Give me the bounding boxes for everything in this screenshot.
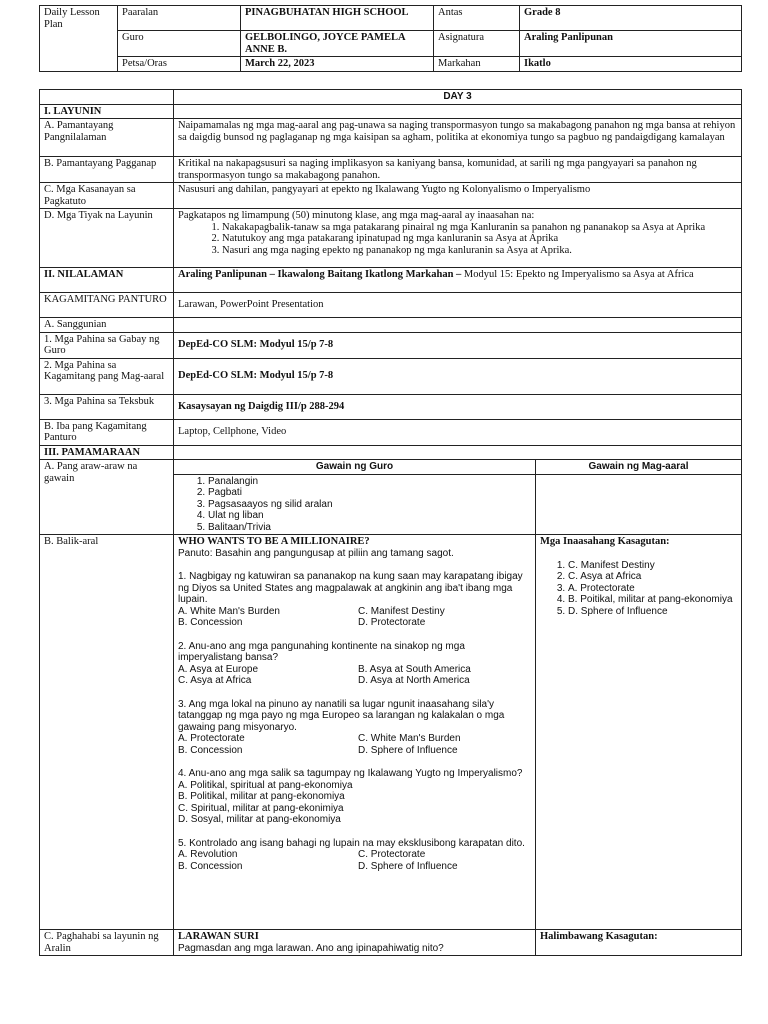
kagamitan-label: KAGAMITANG PANTURO [40,293,174,318]
routine-item: 4. Ulat ng liban [208,510,531,522]
kasanayan-label: C. Mga Kasanayan sa Pagkatuto [40,183,174,209]
answer-item: 4. B. Poitikal, militar at pang-ekonomiya [568,594,737,606]
nilalaman-text [174,268,742,293]
choice: B. Concession [178,744,243,756]
tiyak-intro: Pagkatapos ng limampung (50) minutong klase, ang mga mag-aaral ay inaasahan na: [178,210,535,221]
answer-item: 3. A. Protectorate [568,583,737,595]
kasanayan-text: Nasusuri ang dahilan, pangyayari at epekto ng Ikalawang Yugto ng Kolonyalismo o Imperyalismo [174,183,742,209]
subject-value: Araling Panlipunan [520,31,742,57]
pamantayang-pangnilalaman-text: Naipamamalas ng mga mag-aaral ang pag-unawa sa naging transpormasyon tungo sa makabagong panahon ng mga bansa at rehiyon sa daigdig bunsod ng paglaganap ng mga kaisipan sa agham, politika at ekonomiya tungo sa pagbuo ng pandaigdigang kamalayan [174,119,742,157]
tiyak-na-layunin-label: D. Mga Tiyak na Layunin [40,209,174,268]
choice: C. Protectorate [358,849,426,860]
teksbuk-text: Kasaysayan ng Daigdig III/p 288-294 [174,394,742,419]
nilalaman-label: II. NILALAMAN [40,268,174,293]
nilalaman-rest: Modyul 15: Epekto ng Imperyalismo sa Asya at Africa [461,269,694,280]
gawain-guro-header: Gawain ng Guro [174,460,536,475]
tiyak-list [178,222,737,257]
routine-item: 1. Panalangin [208,476,531,488]
date-value: March 22, 2023 [241,57,434,72]
answer-item: 1. C. Manifest Destiny [568,560,737,572]
question-text: 5. Kontrolado ang isang bahagi ng lupain na may eksklusibong karapatan dito. [178,837,525,849]
pamantayang-pagganap-label: B. Pamantayang Pagganap [40,157,174,183]
paghahabi-label: C. Paghahabi sa layunin ng Aralin [40,930,174,956]
subject-label: Asignatura [434,31,520,57]
choice: A. Asya at Europe [178,663,259,675]
quarter-label: Markahan [434,57,520,72]
paghahabi-content [174,930,536,956]
choice: D. Sphere of Influence [358,860,458,872]
question-5 [178,838,531,873]
empty-corner [40,90,174,105]
layunin-heading: I. LAYUNIN [40,104,174,119]
header-table [39,5,742,72]
choice: B. Asya at South America [358,663,471,675]
choice: C. White Man's Burden [358,733,461,744]
routine-item: 3. Pagsasaayos ng silid aralan [208,499,531,511]
tiyak-item: 2. Natutukoy ang mga patakarang ipinatupad ng mga kanluranin sa Asya at Aprika [222,233,737,245]
choice: A. Politikal, spiritual at pang-ekonomiya [178,779,353,791]
day-heading: DAY 3 [174,90,742,105]
routine-list [178,476,531,534]
kagamitang-magaaral-text: DepEd-CO SLM: Modyul 15/p 7-8 [174,358,742,394]
question-4 [178,768,531,826]
teacher-value: GELBOLINGO, JOYCE PAMELA ANNE B. [241,31,434,57]
choice: B. Concession [178,860,243,872]
kagamitan-text: Larawan, PowerPoint Presentation [174,293,742,318]
choice: B. Concession [178,617,243,628]
answer-item: 2. C. Asya at Africa [568,571,737,583]
teacher-label: Guro [118,31,241,57]
choice: C. Manifest Destiny [358,605,445,617]
pamantayang-pangnilalaman-label: A. Pamantayang Pangnilalaman [40,119,174,157]
school-value: PINAGBUHATAN HIGH SCHOOL [241,6,434,31]
larawan-suri-title: LARAWAN SURI [178,931,259,942]
kagamitang-magaaral-label: 2. Mga Pahina sa Kagamitang pang Mag-aaral [40,358,174,394]
question-3 [178,699,531,757]
routine-item: 2. Pagbati [208,487,531,499]
pamantayang-pagganap-text: Kritikal na nakapagsusuri sa naging implikasyon sa kaniyang bansa, komunidad, at sarili ng mga pangyayari sa panahon ng transpormasyon tungo sa makabagong panahon. [174,157,742,183]
gawain-magaaral-header: Gawain ng Mag-aaral [536,460,742,475]
sanggunian-label: A. Sanggunian [40,318,174,333]
larawan-suri-text: Pagmasdan ang mga larawan. Ano ang ipinapahiwatig nito? [178,942,444,954]
answers-list [540,560,737,618]
inaasahang-kasagutan-cell [536,535,742,930]
choice: D. Protectorate [358,617,426,628]
question-2 [178,641,531,687]
choice: D. Sosyal, militar at pang-ekonomiya [178,814,341,825]
choice: D. Sphere of Influence [358,744,458,756]
tiyak-item: 1. Nakakapagbalik-tanaw sa mga patakarang pinairal ng mga Kanluranin sa panahon ng pananakop sa Asya at Aprika [222,222,737,234]
tiyak-item: 3. Nasuri ang mga naging epekto ng pananakop ng mga kanluranin sa Asya at Aprika. [222,245,737,257]
halimbawang-kasagutan: Halimbawang Kasagutan: [536,930,742,956]
balik-aral-label: B. Balik-aral [40,535,174,930]
balik-aral-title: WHO WANTS TO BE A MILLIONAIRE? [178,536,370,547]
balik-aral-instruction: Panuto: Basahin ang pangungusap at piliin ang tamang sagot. [178,547,454,559]
question-text: 1. Nagbigay ng katuwiran sa pananakop na kung saan may karapatang ibigay ng Diyos sa United States ang magpalawak at angkinin ang iba't ibang mga lupain. [178,571,523,605]
quarter-value: Ikatlo [520,57,742,72]
balik-aral-content [174,535,536,930]
question-1 [178,571,531,629]
question-text: 3. Ang mga lokal na pinuno ay nanatili sa lugar ngunit inaasahang sila'y tatanggap ng mga payo ng mga Europeo sa larangan ng kalakalan o mga gawaing pang misyonaryo. [178,698,505,733]
choice: D. Asya at North America [358,675,470,686]
question-text: 4. Anu-ano ang mga salik sa tagumpay ng Ikalawang Yugto ng Imperyalismo? [178,768,523,779]
question-text: 2. Anu-ano ang mga pangunahing kontinente na sinakop ng mga imperyalistang bansa? [178,640,465,663]
iba-pang-kagamitan-label: B. Iba pang Kagamitang Panturo [40,419,174,445]
date-label: Petsa/Oras [118,57,241,72]
choice: A. Protectorate [178,733,245,744]
choice: A. Revolution [178,849,238,860]
teksbuk-label: 3. Mga Pahina sa Teksbuk [40,394,174,419]
tiyak-na-layunin-content [174,209,742,268]
pang-araw-araw-label: A. Pang araw-araw na gawain [40,460,174,535]
choice: C. Spiritual, militar at pang-ekonimiya [178,802,344,814]
choice: A. White Man's Burden [178,605,280,617]
iba-pang-kagamitan-text: Laptop, Cellphone, Video [174,419,742,445]
dlp-label: Daily Lesson Plan [40,6,118,72]
pamamaraan-heading: III. PAMAMARAAN [40,445,174,460]
school-label: Paaralan [118,6,241,31]
answers-title: Mga Inaasahang Kasagutan: [540,536,670,547]
grade-label: Antas [434,6,520,31]
routine-cell [174,474,536,535]
nilalaman-bold: Araling Panlipunan – Ikawalong Baitang Ikatlong Markahan – [178,269,462,280]
answer-item: 5. D. Sphere of Influence [568,606,737,618]
choice: C. Asya at Africa [178,675,252,686]
routine-item: 5. Balitaan/Trivia [208,522,531,534]
grade-value: Grade 8 [520,6,742,31]
lesson-plan-table [39,89,742,956]
gabay-guro-label: 1. Mga Pahina sa Gabay ng Guro [40,332,174,358]
gabay-guro-text: DepEd-CO SLM: Modyul 15/p 7-8 [174,332,742,358]
choice: B. Politikal, militar at pang-ekonomiya [178,791,345,802]
